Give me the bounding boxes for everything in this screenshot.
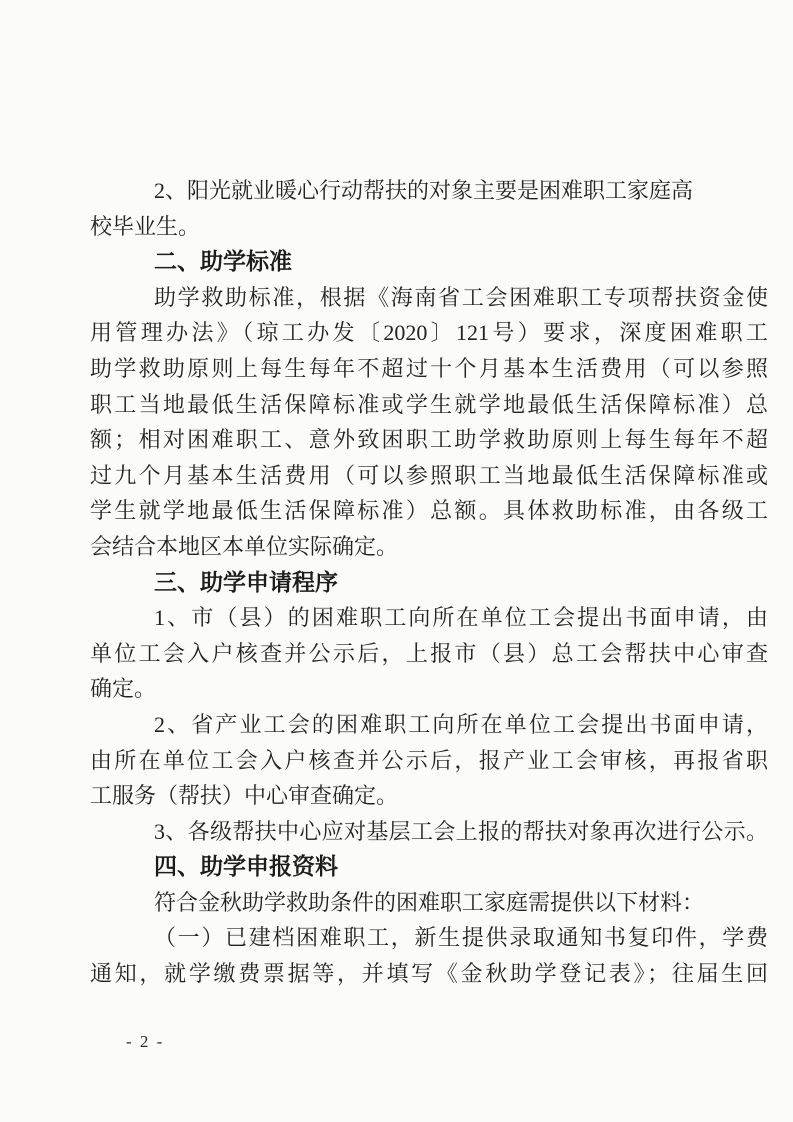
paragraph-line: 校毕业生。: [90, 213, 201, 239]
paragraph-line: 过九个月基本生活费用（可以参照职工当地最低生活保障标准或: [90, 462, 768, 488]
paragraph-line: 工服务（帮扶）中心审查确定。: [90, 783, 399, 809]
section-heading-text: 二、助学标准: [154, 248, 292, 275]
paragraph: [90, 920, 768, 991]
paragraph: [90, 280, 768, 565]
paragraph: [90, 173, 768, 244]
paragraph-line: 用管理办法》（琼工办发〔2020〕121号）要求，深度困难职工: [90, 320, 768, 346]
paragraph: [90, 885, 768, 921]
paragraph-line: 通知，就学缴费票据等，并填写《金秋助学登记表》；往届生回: [90, 961, 768, 987]
document-body: [90, 173, 768, 992]
paragraph-line: （一）已建档困难职工，新生提供录取通知书复印件，学费: [154, 925, 768, 951]
section-heading: [90, 565, 768, 601]
paragraph-line: 1、市（县）的困难职工向所在单位工会提出书面申请，由: [154, 605, 768, 631]
section-heading-text: 三、助学申请程序: [154, 568, 338, 595]
paragraph-line: 3、各级帮扶中心应对基层工会上报的帮扶对象再次进行公示。: [154, 818, 768, 844]
paragraph-line: 学生就学地最低生活保障标准）总额。具体救助标准，由各级工: [90, 498, 768, 524]
section-heading: [90, 244, 768, 280]
paragraph: [90, 600, 768, 707]
page-number: - 2 -: [126, 1032, 165, 1051]
paragraph-line: 职工当地最低生活保障标准或学生就学地最低生活保障标准）总: [90, 391, 768, 417]
paragraph-line: 助学救助原则上每生每年不超过十个月基本生活费用（可以参照: [90, 355, 768, 381]
paragraph-line: 2、省产业工会的困难职工向所在单位工会提出书面申请，: [154, 711, 768, 737]
section-heading-text: 四、助学申报资料: [154, 853, 338, 880]
paragraph: [90, 814, 768, 850]
paragraph-line: 2、阳光就业暖心行动帮扶的对象主要是困难职工家庭高: [154, 178, 694, 203]
paragraph-line: 额；相对困难职工、意外致困职工助学救助原则上每生每年不超: [90, 427, 768, 453]
section-heading: [90, 849, 768, 885]
paragraph-line: 确定。: [90, 676, 157, 702]
paragraph-line: 单位工会入户核查并公示后，上报市（县）总工会帮扶中心审查: [90, 640, 768, 666]
paragraph-line: 由所在单位工会入户核查并公示后，报产业工会审核，再报省职: [90, 747, 768, 773]
paragraph-line: 会结合本地区本单位实际确定。: [90, 533, 399, 559]
paragraph-line: 助学救助标准，根据《海南省工会困难职工专项帮扶资金使: [154, 284, 768, 310]
paragraph-line: 符合金秋助学救助条件的困难职工家庭需提供以下材料：: [154, 889, 705, 915]
paragraph: [90, 707, 768, 814]
